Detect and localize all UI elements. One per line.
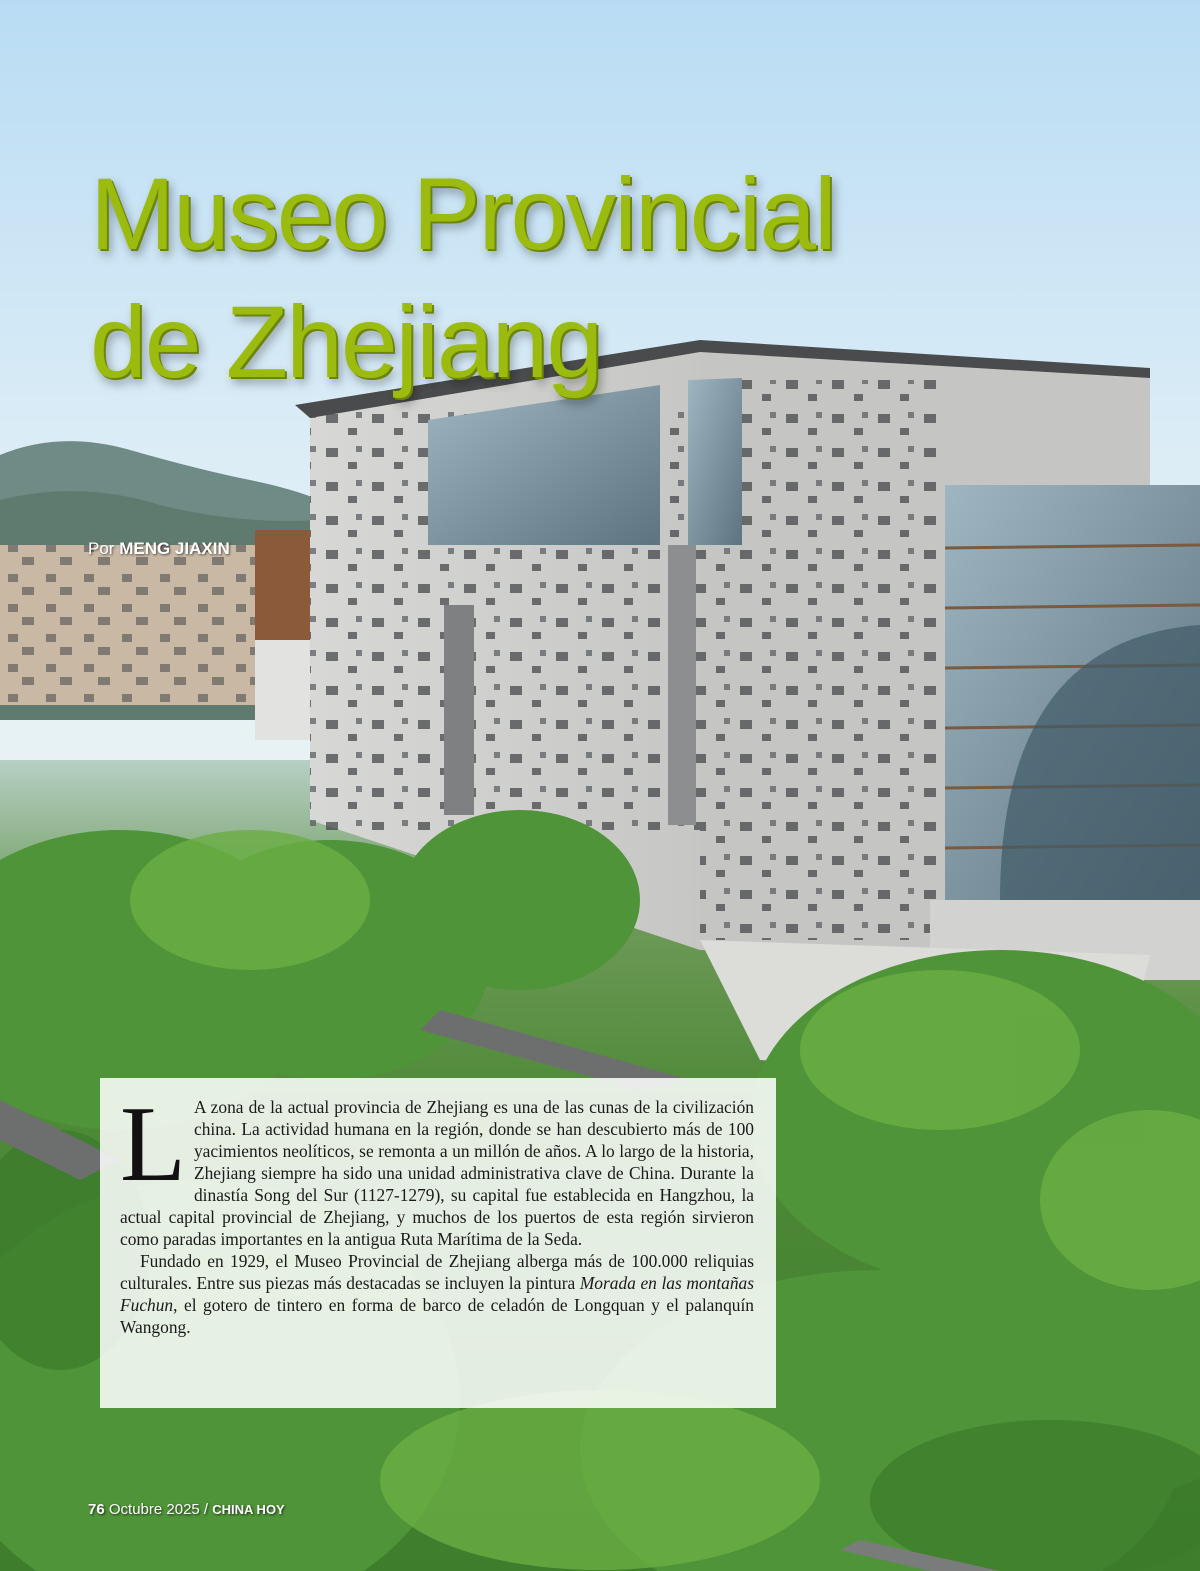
page-number: 76 (88, 1501, 105, 1518)
drop-cap: L (120, 1085, 186, 1204)
byline (88, 539, 230, 559)
article-title (90, 150, 890, 406)
paragraph-2-text-a: Fundado en 1929, el Museo Provincial de Zhejiang alberga más de 100.000 reliquias culturales. Entre sus piezas más destacadas se incluyen la pintura (120, 1251, 754, 1293)
paragraph-2-text-b: , el gotero de tintero en forma de barco de celadón de Longquan y el palanquín Wangong. (120, 1295, 754, 1337)
paragraph-2 (120, 1250, 754, 1338)
title-line-1: Museo Provincial (90, 157, 835, 271)
byline-prefix: Por (88, 539, 115, 558)
paragraph-1-text: A zona de la actual provincia de Zhejiang es una de las cunas de la civilización china. La actividad humana en la región, donde se han descubierto más de 100 yacimientos neolíticos, se remonta a un millón de años. A lo largo de la historia, Zhejiang siempre ha sido una unidad administrativa clave de China. Durante la dinastía Song del Sur (1127-1279), su capital fue establecida en Hangzhou, la actual capital provincial de Zhejiang, y muchos de los puertos de esta región sirvieron como paradas importantes en la antigua Ruta Marítima de la Seda. (120, 1097, 754, 1249)
issue-date: Octubre 2025 / (108, 1501, 209, 1518)
paragraph-2-artwork-title: Morada en las montañas Fuchun (120, 1273, 754, 1315)
publication-name: CHINA HOY (212, 1502, 285, 1517)
title-line-2: de Zhejiang (90, 285, 602, 399)
article-text-box (100, 1078, 776, 1408)
page-footer (88, 1501, 285, 1518)
byline-author: MENG JIAXIN (119, 539, 230, 558)
paragraph-1 (120, 1085, 754, 1250)
